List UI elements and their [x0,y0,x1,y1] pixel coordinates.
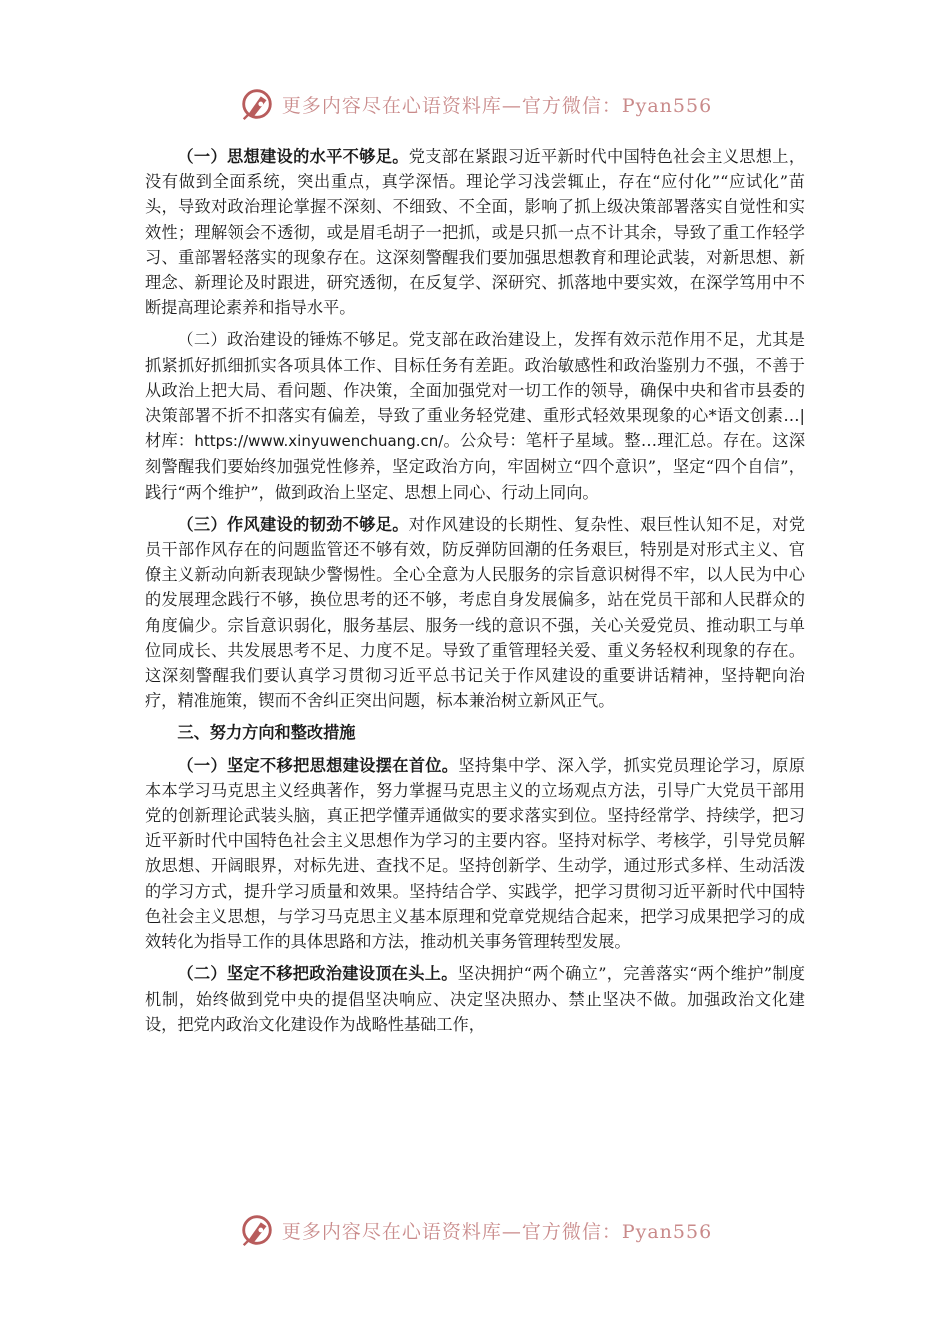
pen-nib-logo-icon [238,85,276,123]
paragraph-thought-first [145,753,805,955]
paragraph-text: 坚持集中学、深入学，抓实党员理论学习，原原本本学习马克思主义经典著作，努力掌握马克思主义的立场观点方法，引导广大党员干部用党的创新理论武装头脑，真正把学懂弄通做实的要求落实到位。坚持经常学、持续学，把习近平新时代中国特色社会主义思想作为学习的主要内容。坚持对标学、考核学，引导党员解放思想、开阔眼界，对标先进、查找不足。坚持创新学、生动学，通过形式多样、生动活泼的学习方式，提升学习质量和效果。坚持结合学、实践学，把学习贯彻习近平新时代中国特色社会主义思想，与学习马克思主义基本原理和党章党规结合起来，把学习成果把学习的成效转化为指导工作的具体思路和方法，推动机关事务管理转型发展。 [145,755,806,952]
pen-nib-logo-icon [238,1211,276,1249]
paragraph-style-building [145,512,805,714]
paragraph-thought-building [145,144,805,320]
source-url: https://www.xinyuwenchuang.cn/ [194,432,444,451]
paragraph-text: 对作风建设的长期性、复杂性、艰巨性认知不足，对党员干部作风存在的问题监管还不够有效，防反弹防回潮的任务艰巨，特别是对形式主义、官僚主义新动向新表现缺少警惕性。全心全意为人民服务的宗旨意识树得不牢，以人民为中心的发展理念践行不够，换位思考的还不够，考虑自身发展偏多，站在党员干部和人民群众的角度偏少。宗旨意识弱化，服务基层、服务一线的意识不强，关心关爱党员、推动职工与单位同成长、共发展思考不足、力度不足。导致了重管理轻关爱、重义务轻权利现象的存在。这深刻警醒我们要认真学习贯彻习近平总书记关于作风建设的重要讲话精神，坚持靶向治疗，精准施策，锲而不舍纠正突出问题，标本兼治树立新风正气。 [145,514,806,711]
paragraph-text-continued: 。公众号：笔杆子星域。整…理汇总。存在。这深刻警醒我们要始终加强党性修养，坚定政治方向，牢固树立“四个意识”，坚定“四个自信”，践行“两个维护”，做到政治上坚定、思想上同心、行动上同向。 [145,431,806,502]
section-heading-text: 三、努力方向和整改措施 [177,723,356,743]
paragraph-political-building [145,327,805,504]
paragraph-lead: （二）坚定不移把政治建设顶在头上。 [177,964,458,984]
section-heading [145,720,805,745]
paragraph-text: 坚决拥护“两个确立”，完善落实“两个维护”制度机制，始终做到党中央的提倡坚决响应、决定坚决照办、禁止坚决不做。加强政治文化建设，把党内政治文化建设作为战略性基础工作， [145,964,805,1034]
paragraph-text: （二）政治建设的锤炼不够足。党支部在政治建设上，发挥有效示范作用不足，尤其是抓紧抓好抓细抓实各项具体工作、目标任务有差距。政治敏感性和政治鉴别力不强，不善于从政治上把大局、看问题、作决策，全面加强党对一切工作的领导，确保中央和省市县委的决策部署不折不扣落实有偏差，导致了重业务轻党建、重形式轻效果现象的心*语文创素…|材库： [145,330,805,451]
header-banner [0,84,950,124]
paragraph-lead: （三）作风建设的韧劲不够足。 [177,514,409,534]
paragraph-text: 党支部在紧跟习近平新时代中国特色社会主义思想上，没有做到全面系统，突出重点，真学深悟。理论学习浅尝辄止，存在“应付化”“应试化”苗头，导致对政治理论掌握不深刻、不细致、不全面，影响了抓上级决策部署落实自觉性和实效性；理解领会不透彻，或是眉毛胡子一把抓，或是只抓一点不计其余，导致了重工作轻学习、重部署轻落实的现象存在。这深刻警醒我们要加强思想教育和理论武装，对新思想、新理念、新理论及时跟进，研究透彻，在反复学、深研究、抓落地中要实效，在深学笃用中不断提高理论素养和指导水平。 [145,147,806,318]
document-body [145,144,805,1044]
banner-text: 更多内容尽在心语资料库—官方微信：Pyan556 [281,1220,713,1243]
footer-banner [0,1210,950,1250]
paragraph-lead: （一）思想建设的水平不够足。 [177,147,409,166]
paragraph-politics-top [145,961,805,1037]
banner-text: 更多内容尽在心语资料库—官方微信：Pyan556 [281,94,713,117]
paragraph-lead: （一）坚定不移把思想建设摆在首位。 [177,755,459,775]
